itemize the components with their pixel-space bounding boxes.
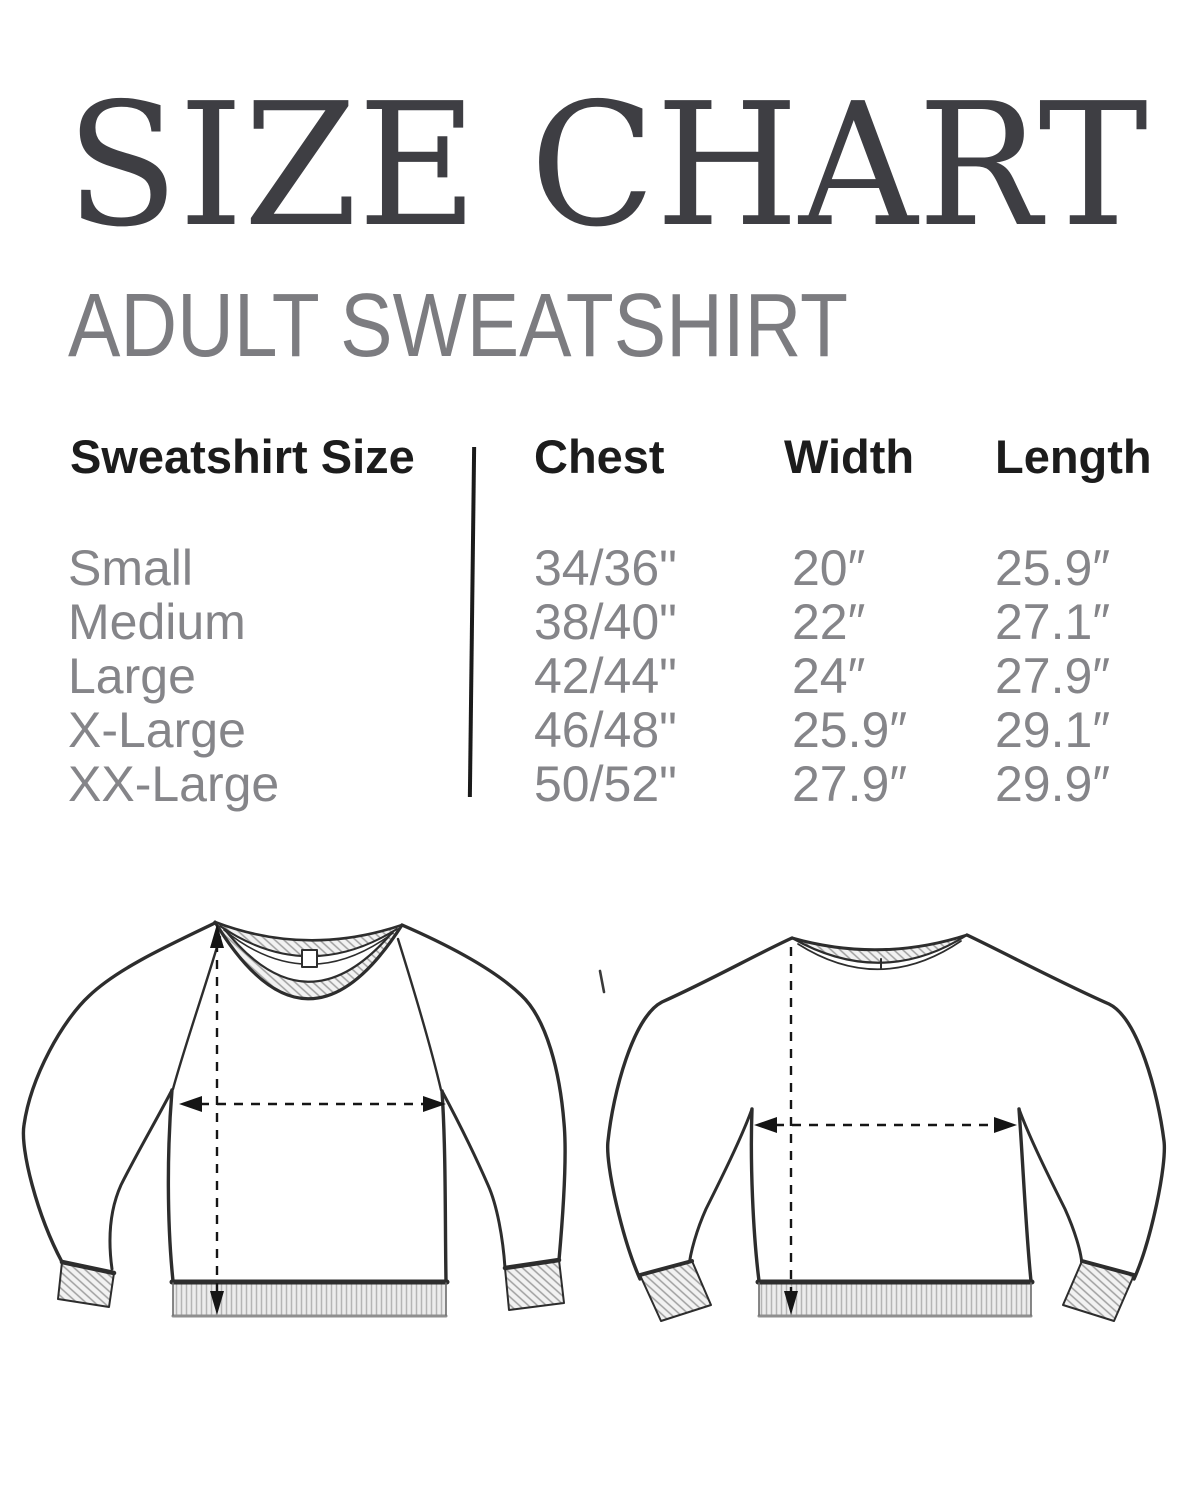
front-body-right-edge [442,1091,446,1281]
length-value-large: 27.9″ [995,648,1111,704]
size-label-small: Small [68,540,194,596]
back-body-left-edge [751,1109,759,1281]
front-neck-label-tag [302,950,317,967]
front-left-sleeve-outline [23,923,215,1262]
front-right-sleeve-outline [402,925,565,1260]
page-subtitle: ADULT SWEATSHIRT [68,282,848,374]
width-value-xlarge: 25.9″ [792,702,908,758]
back-right-sleeve-outline [967,935,1164,1279]
length-value-small: 25.9″ [995,540,1111,596]
front-left-sleeve-inner [110,1090,172,1269]
chest-value-small: 34/36" [534,540,677,596]
back-width-arrow-left [754,1117,777,1133]
back-left-cuff [640,1261,711,1321]
front-body-left-edge [168,1090,173,1281]
sweatshirt-front-diagram [15,893,595,1373]
front-right-raglan-seam [398,939,441,1090]
page-title: SIZE CHART [66,84,1148,254]
column-header-length: Length [995,430,1152,483]
column-header-size: Sweatshirt Size [70,430,415,483]
front-right-sleeve-inner [442,1091,505,1268]
table-divider-line [468,447,476,797]
size-label-xxlarge: XX-Large [68,756,280,812]
size-label-xlarge: X-Large [68,702,246,758]
back-width-arrow-right [994,1117,1017,1133]
front-width-arrow-left [179,1096,202,1112]
width-value-large: 24″ [792,648,866,704]
back-hem-rib-band [759,1283,1031,1316]
width-value-small: 20″ [792,540,866,596]
back-right-cuff [1063,1261,1134,1321]
page-subtitle-block [62,282,962,374]
chest-value-xlarge: 46/48" [534,702,677,758]
length-value-xxlarge: 29.9″ [995,756,1111,812]
back-left-sleeve-inner [689,1109,752,1267]
size-label-large: Large [68,648,196,704]
page-title-block [58,84,1168,254]
chest-value-large: 42/44" [534,648,677,704]
front-left-raglan-seam [173,937,220,1089]
column-header-chest: Chest [534,430,665,483]
length-value-medium: 27.1″ [995,594,1111,650]
size-label-medium: Medium [68,594,246,650]
chest-value-medium: 38/40" [534,594,677,650]
chest-value-xxlarge: 50/52" [534,756,677,812]
width-value-xxlarge: 27.9″ [792,756,908,812]
sweatshirt-back-diagram [605,893,1185,1373]
length-value-xlarge: 29.1″ [995,702,1111,758]
width-value-medium: 22″ [792,594,866,650]
column-header-width: Width [784,430,915,483]
